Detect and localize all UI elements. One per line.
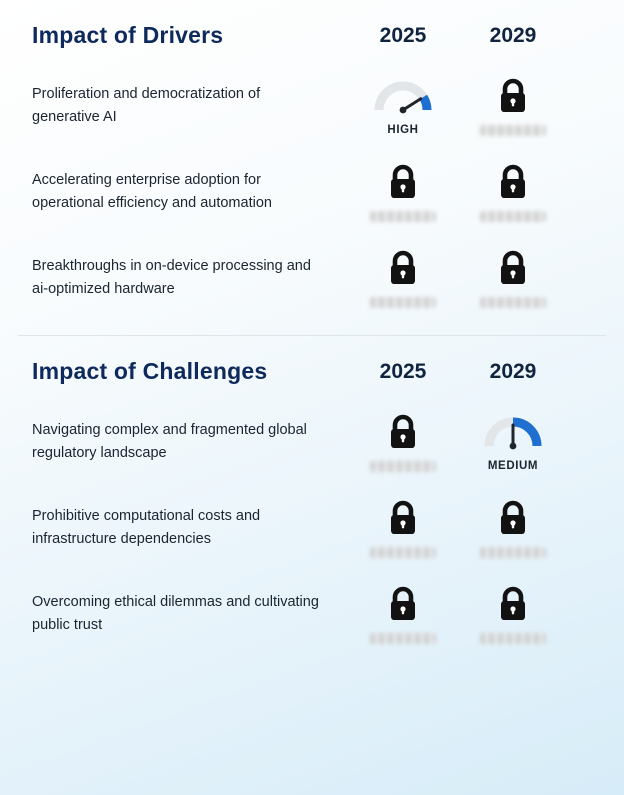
column-header-year: 2025 — [379, 359, 427, 383]
impact-cell — [458, 76, 568, 136]
locked-value[interactable] — [370, 162, 436, 222]
locked-value[interactable] — [370, 248, 436, 308]
blurred-value — [480, 633, 546, 644]
table-row — [18, 399, 606, 485]
row-label: Proliferation and democratization of generative AI — [32, 85, 261, 125]
gauge-indicator — [370, 76, 436, 136]
section-header — [18, 336, 606, 399]
lock-icon — [496, 76, 530, 116]
lock-icon — [386, 248, 420, 288]
blurred-value — [370, 461, 436, 472]
locked-value[interactable] — [480, 498, 546, 558]
impact-cell — [458, 248, 568, 308]
bottom-spacer — [18, 657, 606, 715]
blurred-value — [480, 297, 546, 308]
column-header-year: 2029 — [489, 359, 537, 383]
section — [18, 336, 606, 657]
locked-value[interactable] — [370, 584, 436, 644]
blurred-value — [480, 211, 546, 222]
lock-icon — [386, 584, 420, 624]
impact-cell — [348, 162, 458, 222]
table-row — [18, 235, 606, 321]
impact-cell — [458, 412, 568, 472]
locked-value[interactable] — [480, 584, 546, 644]
impact-cell — [348, 412, 458, 472]
impact-cell — [348, 248, 458, 308]
row-label: Accelerating enterprise adoption for operational efficiency and automation — [32, 171, 272, 211]
table-row — [18, 149, 606, 235]
gauge-level-label: MEDIUM — [487, 460, 539, 472]
blurred-value — [370, 211, 436, 222]
impact-cell — [348, 76, 458, 136]
locked-value[interactable] — [370, 498, 436, 558]
row-label: Prohibitive computational costs and infrastructure dependencies — [32, 507, 261, 547]
impact-cell — [458, 584, 568, 644]
table-row — [18, 63, 606, 149]
gauge-icon — [370, 76, 436, 118]
column-header-year: 2029 — [489, 23, 537, 47]
sections-container — [18, 0, 606, 657]
blurred-value — [480, 547, 546, 558]
lock-icon — [386, 412, 420, 452]
locked-value[interactable] — [370, 412, 436, 472]
lock-icon — [496, 248, 530, 288]
row-label: Breakthroughs in on-device processing and ai-optimized hardware — [32, 257, 311, 297]
blurred-value — [370, 297, 436, 308]
blurred-value — [370, 547, 436, 558]
lock-icon — [496, 498, 530, 538]
lock-icon — [496, 584, 530, 624]
row-label: Navigating complex and fragmented global regulatory landscape — [32, 421, 307, 461]
column-header-year: 2025 — [379, 23, 427, 47]
gauge-level-label: HIGH — [387, 124, 419, 136]
section-header — [18, 0, 606, 63]
impact-cell — [348, 584, 458, 644]
gauge-indicator — [480, 412, 546, 472]
locked-value[interactable] — [480, 248, 546, 308]
locked-value[interactable] — [480, 162, 546, 222]
impact-cell — [458, 498, 568, 558]
row-label: Overcoming ethical dilemmas and cultivating public trust — [32, 593, 319, 633]
locked-value[interactable] — [480, 76, 546, 136]
gauge-icon — [480, 412, 546, 454]
section-title: Impact of Challenges — [32, 358, 268, 384]
table-row — [18, 571, 606, 657]
impact-cell — [458, 162, 568, 222]
lock-icon — [496, 162, 530, 202]
impact-cell — [348, 498, 458, 558]
lock-icon — [386, 498, 420, 538]
blurred-value — [370, 633, 436, 644]
blurred-value — [480, 125, 546, 136]
lock-icon — [386, 162, 420, 202]
table-row — [18, 485, 606, 571]
section-title: Impact of Drivers — [32, 22, 224, 48]
section — [18, 0, 606, 321]
